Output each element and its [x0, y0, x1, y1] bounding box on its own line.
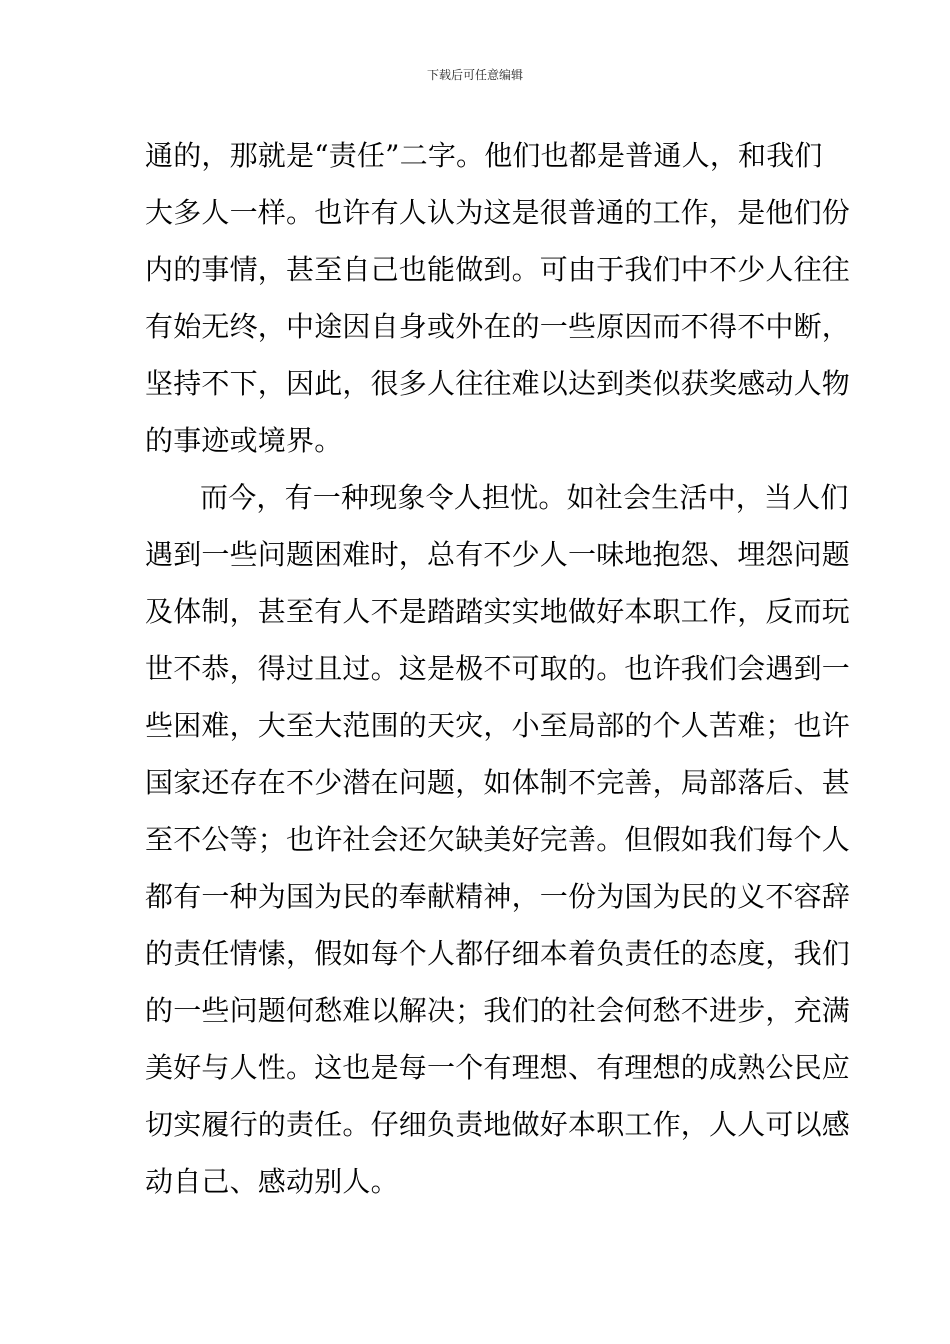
text-line: 遇到一些问题困难时，总有不少人一味地抱怨、埋怨问题 [145, 538, 851, 571]
text-line: 的事迹或境界。 [145, 424, 343, 457]
paragraph-1 [145, 127, 851, 469]
text-line: 大多人一样。也许有人认为这是很普通的工作，是他们份 [145, 196, 851, 229]
text-line: 内的事情，甚至自己也能做到。可由于我们中不少人往往 [145, 253, 851, 286]
text-line: 美好与人性。这也是每一个有理想、有理想的成熟公民应 [145, 1051, 851, 1084]
text-line: 切实履行的责任。仔细负责地做好本职工作，人人可以感 [145, 1108, 851, 1141]
text-line: 至不公等；也许社会还欠缺美好完善。但假如我们每个人 [145, 823, 851, 856]
text-line: 而今，有一种现象令人担忧。如社会生活中，当人们 [200, 481, 849, 514]
header-note: 下载后可任意编辑 [426, 68, 523, 82]
text-line: 及体制，甚至有人不是踏踏实实地做好本职工作，反而玩 [145, 595, 851, 628]
text-line: 的一些问题何愁难以解决；我们的社会何愁不进步，充满 [145, 994, 851, 1027]
text-line: 有始无终，中途因自身或外在的一些原因而不得不中断， [145, 310, 851, 343]
document-body [145, 127, 851, 1210]
text-line: 些困难，大至大范围的天灾，小至局部的个人苦难；也许 [145, 709, 851, 742]
text-line: 国家还存在不少潜在问题，如体制不完善，局部落后、甚 [145, 766, 851, 799]
text-line: 世不恭，得过且过。这是极不可取的。也许我们会遇到一 [145, 652, 851, 685]
text-line: 坚持不下，因此，很多人往往难以达到类似获奖感动人物 [145, 367, 851, 400]
text-line: 动自己、感动别人。 [145, 1165, 399, 1198]
paragraph-2 [145, 469, 851, 1210]
text-line: 的责任情愫，假如每个人都仔细本着负责任的态度，我们 [145, 937, 851, 970]
text-line: 都有一种为国为民的奉献精神，一份为国为民的义不容辞 [145, 880, 851, 913]
text-line: 通的，那就是“责任”二字。他们也都是普通人，和我们 [145, 139, 823, 172]
